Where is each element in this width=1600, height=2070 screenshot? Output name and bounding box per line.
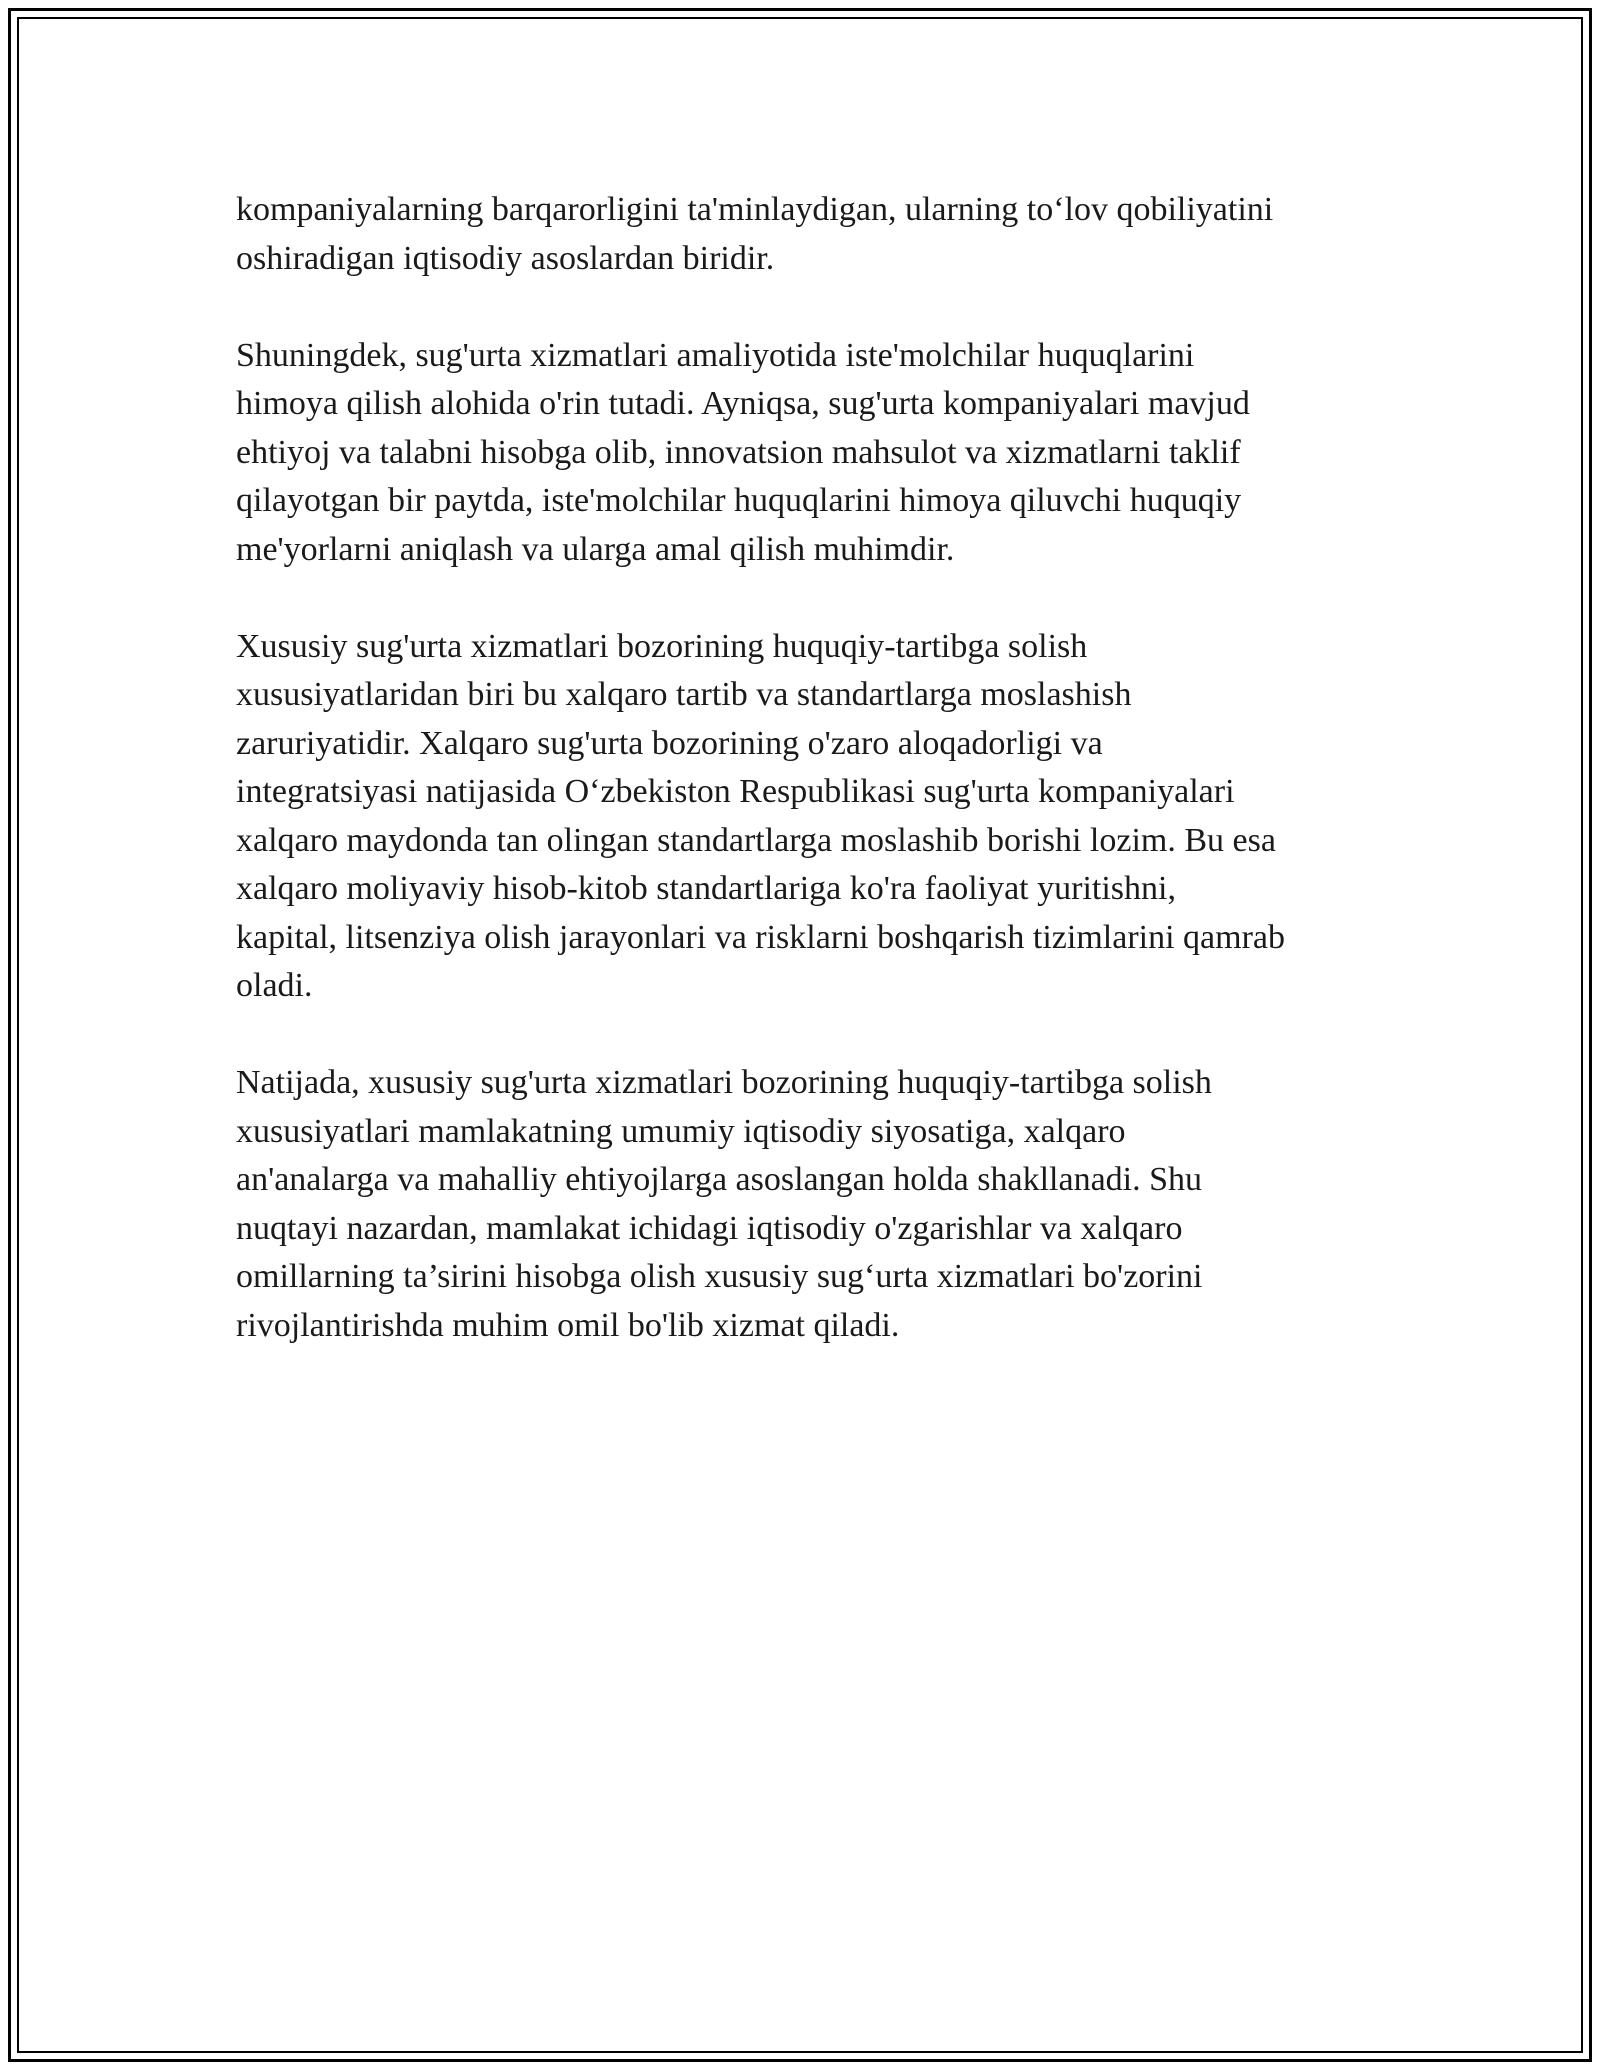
text-line: xususiyatlari mamlakatning umumiy iqtisodiy siyosatiga, xalqaro (236, 1112, 1126, 1150)
text-line: xususiyatlaridan biri bu xalqaro tartib va standartlarga moslashish (236, 676, 1132, 713)
text-line: integratsiyasi natijasida O‘zbekiston Respublikasi sug'urta kompaniyalari (236, 773, 1235, 810)
text-line: an'analarga va mahalliy ehtiyojlarga asoslangan holda shakllanadi. Shu (236, 1161, 1203, 1198)
text-line: xalqaro maydonda tan olingan standartlarga moslashib borishi lozim. Bu esa (236, 821, 1276, 859)
paragraph-3 (236, 623, 1376, 1011)
paragraph-1 (236, 186, 1376, 283)
paragraph-2 (236, 332, 1376, 575)
text-line: kompaniyalarning barqarorligini ta'minlaydigan, ularning to‘lov qobiliyatini (236, 191, 1274, 228)
text-line: qilayotgan bir paytda, iste'molchilar huquqlarini himoya qiluvchi huquqiy (236, 482, 1242, 519)
text-line: himoya qilish alohida o'rin tutadi. Ayniqsa, sug'urta kompaniyalari mavjud (236, 385, 1250, 422)
text-line: xalqaro moliyaviy hisob-kitob standartlariga ko'ra faoliyat yuritishni, (236, 870, 1176, 907)
text-line: me'yorlarni aniqlash va ularga amal qilish muhimdir. (236, 530, 955, 568)
text-line: kapital, litsenziya olish jarayonlari va risklarni boshqarish tizimlarini qamrab (236, 918, 1285, 956)
text-line: rivojlantirishda muhim omil bo'lib xizmat qiladi. (236, 1306, 900, 1344)
text-line: omillarning ta’sirini hisobga olish xususiy sug‘urta xizmatlari bo'zorini (236, 1258, 1203, 1295)
text-line: oshiradigan iqtisodiy asoslardan biridir. (236, 239, 775, 277)
text-line: Xususiy sug'urta xizmatlari bozorining huquqiy-tartibga solish (236, 627, 1088, 665)
document-body (236, 186, 1376, 1399)
text-line: Natijada, xususiy sug'urta xizmatlari bozorining huquqiy-tartibga solish (236, 1064, 1212, 1101)
paragraph-4 (236, 1059, 1376, 1350)
text-line: ehtiyoj va talabni hisobga olib, innovatsion mahsulot va xizmatlarni taklif (236, 433, 1241, 471)
text-line: Shuningdek, sug'urta xizmatlari amaliyotida iste'molchilar huquqlarini (236, 336, 1195, 374)
text-line: zaruriyatidir. Xalqaro sug'urta bozorining o'zaro aloqadorligi va (236, 724, 1103, 762)
text-line: oladi. (236, 967, 313, 1004)
text-line: nuqtayi nazardan, mamlakat ichidagi iqtisodiy o'zgarishlar va xalqaro (236, 1209, 1183, 1247)
